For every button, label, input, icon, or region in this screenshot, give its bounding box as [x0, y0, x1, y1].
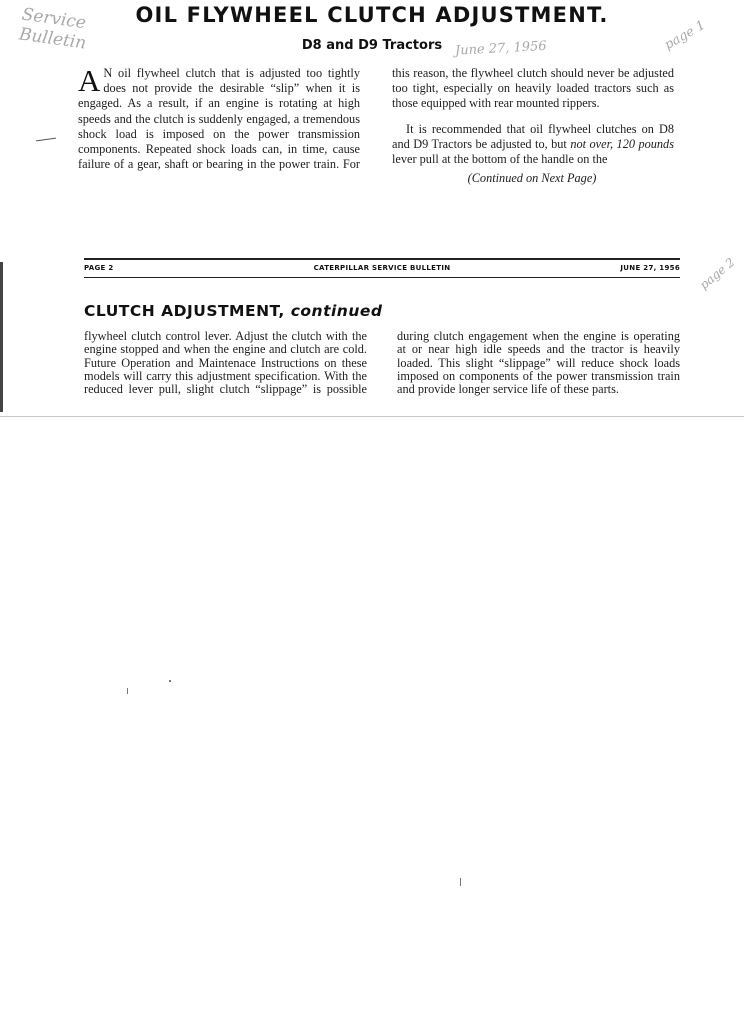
- section-title-continued: continued: [290, 302, 383, 320]
- scan-edge: [0, 262, 3, 412]
- section-title: [84, 302, 382, 320]
- paragraph-2-end: lever pull at the bottom of the handle on the: [392, 152, 608, 167]
- page-subtitle: D8 and D9 Tractors: [301, 38, 443, 53]
- paragraph-2-emphasis: not over, 120 pounds: [570, 136, 674, 151]
- handwritten-date: June 27, 1956: [454, 38, 548, 59]
- paragraph-1-text: N oil flywheel clutch that is adjusted too tightly does not provide the desirable “slip” when it is engaged. As a result, if an engine is rotating at high speeds and the clutch is suddenly engaged, a tremendous shock load is imposed on the power transmission components. Repeated shock loads can, in time, cause failure of a gear, shaft or bearing in the power train. For this reason, the flywheel clutch should never be adjusted too tight, especially on heavily loaded tractors such as those equipped with rear mounted rippers.: [78, 66, 674, 172]
- handwritten-note-right: page 1: [662, 17, 709, 54]
- bottom-edge-rule: [0, 416, 744, 417]
- speck: [36, 138, 56, 142]
- paragraph-2: [392, 122, 674, 168]
- speck: [169, 680, 171, 682]
- page2-paragraph: flywheel clutch control lever. Adjust the clutch with the engine stopped and when the engine and clutch are cold. Future Operation and Maintenace Instructions on these models will carry this adjustment specification. With the reduced lever pull, slight clutch “slippage” is possible during clutch engagement when the engine is operating at or near high idle speeds and the tractor is heavily loaded. This slight “slippage” will reduce shock loads imposed on components of the power transmission train and provide longer service life of these parts.: [84, 329, 680, 397]
- header-publication: CATERPILLAR SERVICE BULLETIN: [313, 264, 451, 272]
- page-title: OIL FLYWHEEL CLUTCH ADJUSTMENT.: [135, 3, 609, 27]
- running-header: [84, 264, 680, 278]
- drop-cap: A: [78, 63, 101, 98]
- header-rule-bottom: [84, 277, 680, 278]
- continued-note: (Continued on Next Page): [467, 171, 597, 185]
- header-page-number: PAGE 2: [84, 264, 114, 272]
- speck: [127, 688, 128, 694]
- page1-text: [78, 63, 674, 178]
- handwritten-note-left: Service Bulletin: [17, 4, 88, 54]
- header-rule-top: [84, 258, 680, 260]
- speck: [460, 878, 461, 886]
- page2-text: [84, 330, 680, 402]
- header-date: JUNE 27, 1956: [620, 264, 680, 272]
- section-title-main: CLUTCH ADJUSTMENT,: [84, 302, 285, 320]
- handwritten-note-right-2: page 2: [696, 255, 738, 293]
- paragraph-2-start: It is recommended that oil flywheel clutches on D8 and D9 Tractors be adjusted to, but: [392, 121, 674, 151]
